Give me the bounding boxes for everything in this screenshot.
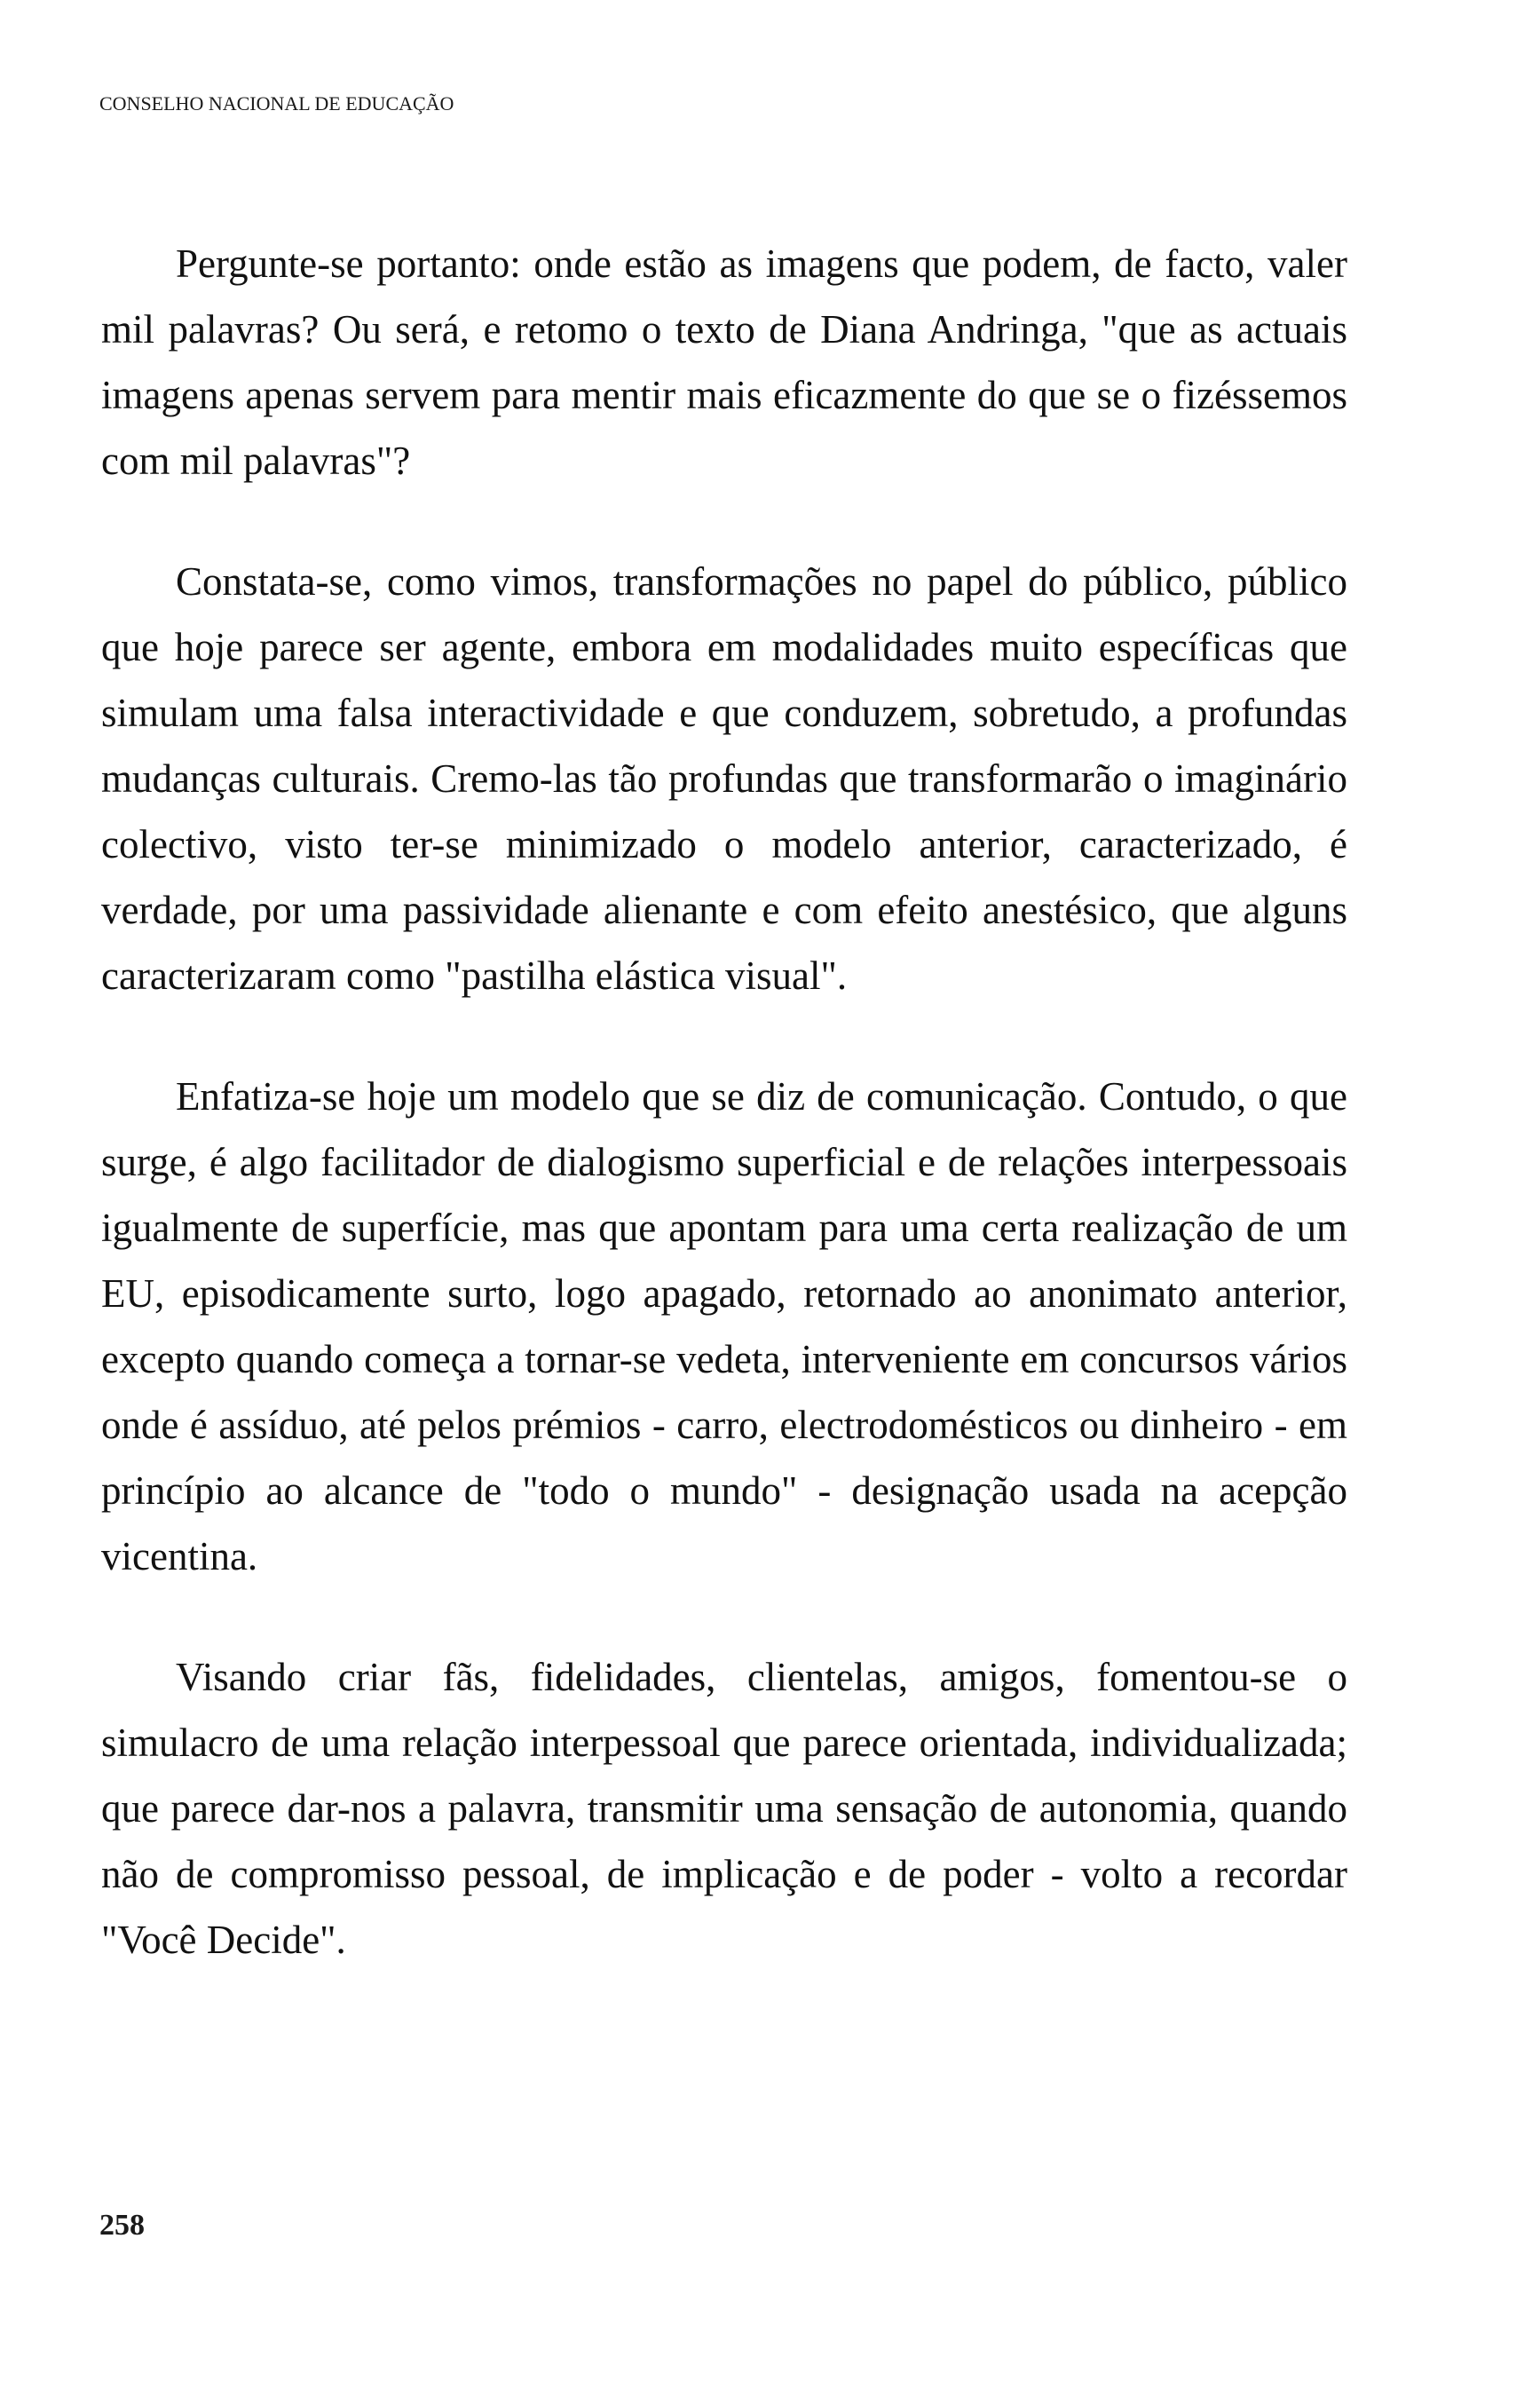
body-text: [101, 231, 1347, 2028]
paragraph-2: Constata-se, como vimos, transformações no papel do público, público que hoje parece ser agente, embora em modalidades muito específicas que simulam uma falsa interactividade e que conduzem, sobretudo, a profundas mudanças culturais. Cremo-las tão profundas que transformarão o imaginário colectivo, visto ter-se minimizado o modelo anterior, caracterizado, é verdade, por uma passividade alienante e com efeito anestésico, que alguns caracterizaram como "pastilha elástica visual".: [101, 559, 1347, 998]
running-header: CONSELHO NACIONAL DE EDUCAÇÃO: [99, 92, 454, 115]
paragraph-3: Enfatiza-se hoje um modelo que se diz de comunicação. Contudo, o que surge, é algo facilitador de dialogismo superficial e de relações interpessoais igualmente de superfície, mas que apontam para uma certa realização de um EU, episodicamente surto, logo apagado, retornado ao anonimato anterior, excepto quando começa a tornar-se vedeta, interveniente em concursos vários onde é assíduo, até pelos prémios - carro, electrodomésticos ou dinheiro - em princípio ao alcance de "todo o mundo" - designação usada na acepção vicentina.: [101, 1074, 1347, 1578]
paragraph-4: Visando criar fãs, fidelidades, clientelas, amigos, fomentou-se o simulacro de uma relação interpessoal que parece orientada, individualizada; que parece dar-nos a palavra, transmitir uma sensação de autonomia, quando não de compromisso pessoal, de implicação e de poder - volto a recordar "Você Decide".: [101, 1655, 1347, 1962]
paragraph-1: Pergunte-se portanto: onde estão as imagens que podem, de facto, valer mil palavras? Ou será, e retomo o texto de Diana Andringa, "que as actuais imagens apenas servem para mentir mais eficazmente do que se o fizéssemos com mil palavras"?: [101, 241, 1347, 483]
page-number: 258: [99, 2209, 145, 2242]
